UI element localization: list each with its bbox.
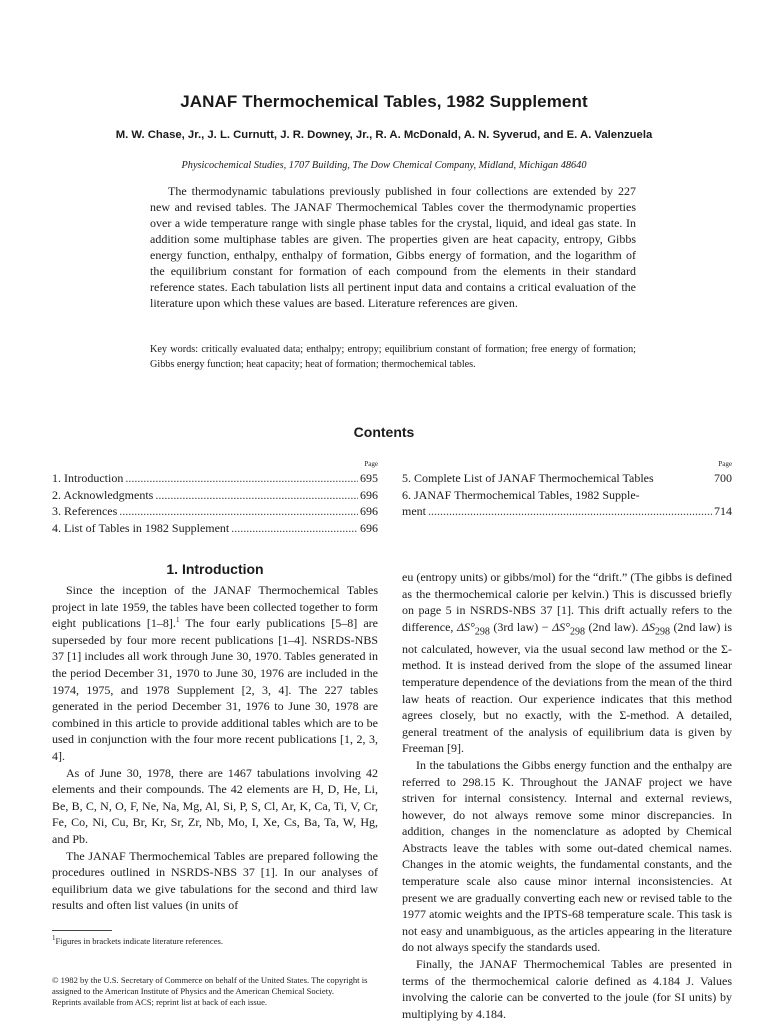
text-run: (2nd law). xyxy=(584,619,642,634)
toc-entry xyxy=(402,487,732,504)
left-text-column xyxy=(52,582,378,914)
toc-entry-page: 696 xyxy=(360,487,378,502)
math-symbol: ΔS° xyxy=(456,619,475,634)
affiliation: Physicochemical Studies, 1707 Building, The Dow Chemical Company, Midland, Michigan 48640 xyxy=(181,160,587,171)
intro-paragraph-4: In the tabulations the Gibbs energy function and the enthalpy are referred to 298.15 K. Throughout the JANAF project we have striven for internal consistency. Internal and external reviews, however, do not always remove some minor discrepancies. In addition, changes in the nomenclature as adopted by Chemical Abstracts leave the tables with some out-dated chemical names. Changes in the atomic weights, the fundamental constants, and the temperature scale also cause minor internal inconsistencies. At present we are gradually converting each new or revised table to the 1977 atomic weights and the IPTS-68 temperature scale. This task is not easy and unambiguous, as the articles appearing in the literature do not always specify the standards used. xyxy=(402,757,732,955)
toc-entry-page: 696 xyxy=(360,504,378,518)
text-run: The four early publications [5–8] are superseded by four more recent publications [1–4]. NSRDS-NBS 37 [1] includes all work through June 30, 1970. Tables generated in the period December 31, 1970 to June 30, 1976 are included in the 1974, 1975, and 1978 Supplement [2, 3, 4]. The 227 tables generated in the period December 31, 1976 to June 30, 1978 are combined in this article to provide additional tables which are to be used in conjunction with the four more recent publications [1, 2, 3, 4]. xyxy=(52,616,378,763)
footnote-marker: 1 xyxy=(175,616,180,625)
section-heading: 1. Introduction xyxy=(166,561,264,577)
text-run: (2nd law) is not calculated, however, via the usual second law method or the Σ-method. It is instead derived from the slope of the assumed linear temperature dependence of the deviations from the mean of the third law heats of reaction. Our experience indicates that this method agrees closely, but no exactly, with the Σ-method. A detailed, general treatment of the analysis of equilibrium data is given by Freeman [9]. xyxy=(402,619,732,756)
intro-paragraph-5: Finally, the JANAF Thermochemical Tables are presented in terms of the thermochemical calorie defined as 4.184 J. Values involving the calorie can be converted to the joule (for SI units) by multiplying by 4.184. xyxy=(402,957,732,1021)
footnote-divider xyxy=(52,930,112,931)
toc-leader-dots xyxy=(231,520,358,537)
text-run: (3rd law) − xyxy=(489,619,553,634)
toc-entry xyxy=(52,520,378,537)
toc-entry-title: 3. References xyxy=(52,504,118,518)
toc-leader-dots xyxy=(125,470,358,487)
toc-left-column xyxy=(52,458,378,536)
keywords: Key words: critically evaluated data; enthalpy; entropy; equilibrium constant of formation; free energy of formation; Gibbs energy function; heat capacity; heat of formation; thermochemical tables. xyxy=(150,344,636,370)
math-symbol: ΔS° xyxy=(552,619,570,634)
paper-title: JANAF Thermochemical Tables, 1982 Supplement xyxy=(180,92,588,111)
intro-paragraph-3: The JANAF Thermochemical Tables are prepared following the procedures outlined in NSRDS-NBS 37 [1]. In our analyses of equilibrium data we give tabulations for the second and third law results and often list values (in units of xyxy=(52,848,378,913)
intro-paragraph-continued xyxy=(402,569,732,757)
footnote-text: Figures in brackets indicate literature references. xyxy=(55,936,223,946)
footnote xyxy=(52,936,378,947)
copyright-line: © 1982 by the U.S. Secretary of Commerce on behalf of the United States. The copyright is assigned to the American Institute of Physics and the American Chemical Society. xyxy=(52,975,368,996)
toc-entry xyxy=(402,470,732,487)
toc-page-label: Page xyxy=(364,460,378,468)
toc-entry-title: 6. JANAF Thermochemical Tables, 1982 Supple- xyxy=(402,487,640,502)
toc-entry xyxy=(52,503,378,520)
toc-entry xyxy=(52,487,378,504)
toc-entry-continuation xyxy=(402,503,732,520)
toc-entry-page: 700 xyxy=(714,471,732,485)
math-subscript: 298 xyxy=(569,626,585,638)
toc-leader-dots xyxy=(155,487,358,504)
footnote-marker: 1 xyxy=(52,934,56,943)
toc-entry-title: 5. Complete List of JANAF Thermochemical Tables xyxy=(402,471,654,485)
toc-entry-title: 4. List of Tables in 1982 Supplement xyxy=(52,520,230,535)
intro-paragraph-2: As of June 30, 1978, there are 1467 tabulations involving 42 elements and their compounds. The 42 elements are H, D, He, Li, Be, B, C, N, O, F, Ne, Na, Mg, Al, Si, P, S, Cl, Ar, K, Ca, Ti, V, Cr, Fe, Co, Ni, Cu, Br, Kr, Sr, Zr, Nb, Mo, I, Xe, Cs, Ba, Ta, W, Hg, and Pb. xyxy=(52,765,378,846)
math-symbol: ΔS xyxy=(641,619,655,634)
reprints-line: Reprints available from ACS; reprint list at back of each issue. xyxy=(52,997,268,1007)
toc-entry xyxy=(52,470,378,487)
text-run: eu (entropy units) or gibbs/mol) for the “drift.” (The gibbs is defined as the thermochemical calorie per kelvin.) This is discussed briefly on page 5 in NSRDS-NBS 37 [1]. This drift actually refers to the difference, xyxy=(402,570,732,634)
author-list: M. W. Chase, Jr., J. L. Curnutt, J. R. Downey, Jr., R. A. McDonald, A. N. Syverud, and E. A. Valenzuela xyxy=(115,129,653,141)
intro-paragraph-1 xyxy=(52,582,378,765)
contents-heading: Contents xyxy=(353,424,415,440)
copyright-notice xyxy=(52,975,378,1008)
right-text-column xyxy=(402,569,732,1022)
toc-leader-dots xyxy=(119,503,358,520)
toc-leader-dots xyxy=(428,503,712,520)
math-subscript: 298 xyxy=(655,626,670,638)
toc-entry-title-cont: ment xyxy=(402,504,426,518)
text-run: Since the inception of the JANAF Thermochemical Tables project in late 1959, the tables have been collected together to form eight publications [1–8]. xyxy=(52,583,378,631)
toc-entry-page: 714 xyxy=(714,504,732,518)
toc-entry-title: 1. Introduction xyxy=(52,471,124,485)
math-subscript: 298 xyxy=(474,626,490,638)
toc-entry-page: 696 xyxy=(360,520,378,535)
toc-entry-page: 695 xyxy=(360,471,378,485)
toc-page-label: Page xyxy=(718,460,732,468)
toc-entry-title: 2. Acknowledgments xyxy=(52,487,154,502)
toc-right-column xyxy=(402,458,732,520)
abstract: The thermodynamic tabulations previously published in four collections are extended by 227 new and revised tables. The JANAF Thermochemical Tables cover the thermodynamic properties over a wide temperature range with single phase tables for the crystal, liquid, and ideal gas state. In addition some multiphase tables are given. The properties given are heat capacity, entropy, Gibbs energy function, enthalpy, enthalpy of formation, Gibbs energy of formation, and the logarithm of the equilibrium constant for formation of each compound from the elements in their standard reference states. Each tabulation lists all pertinent input data and contains a critical evaluation of the literature upon which these values are based. Literature references are given. xyxy=(150,184,636,310)
